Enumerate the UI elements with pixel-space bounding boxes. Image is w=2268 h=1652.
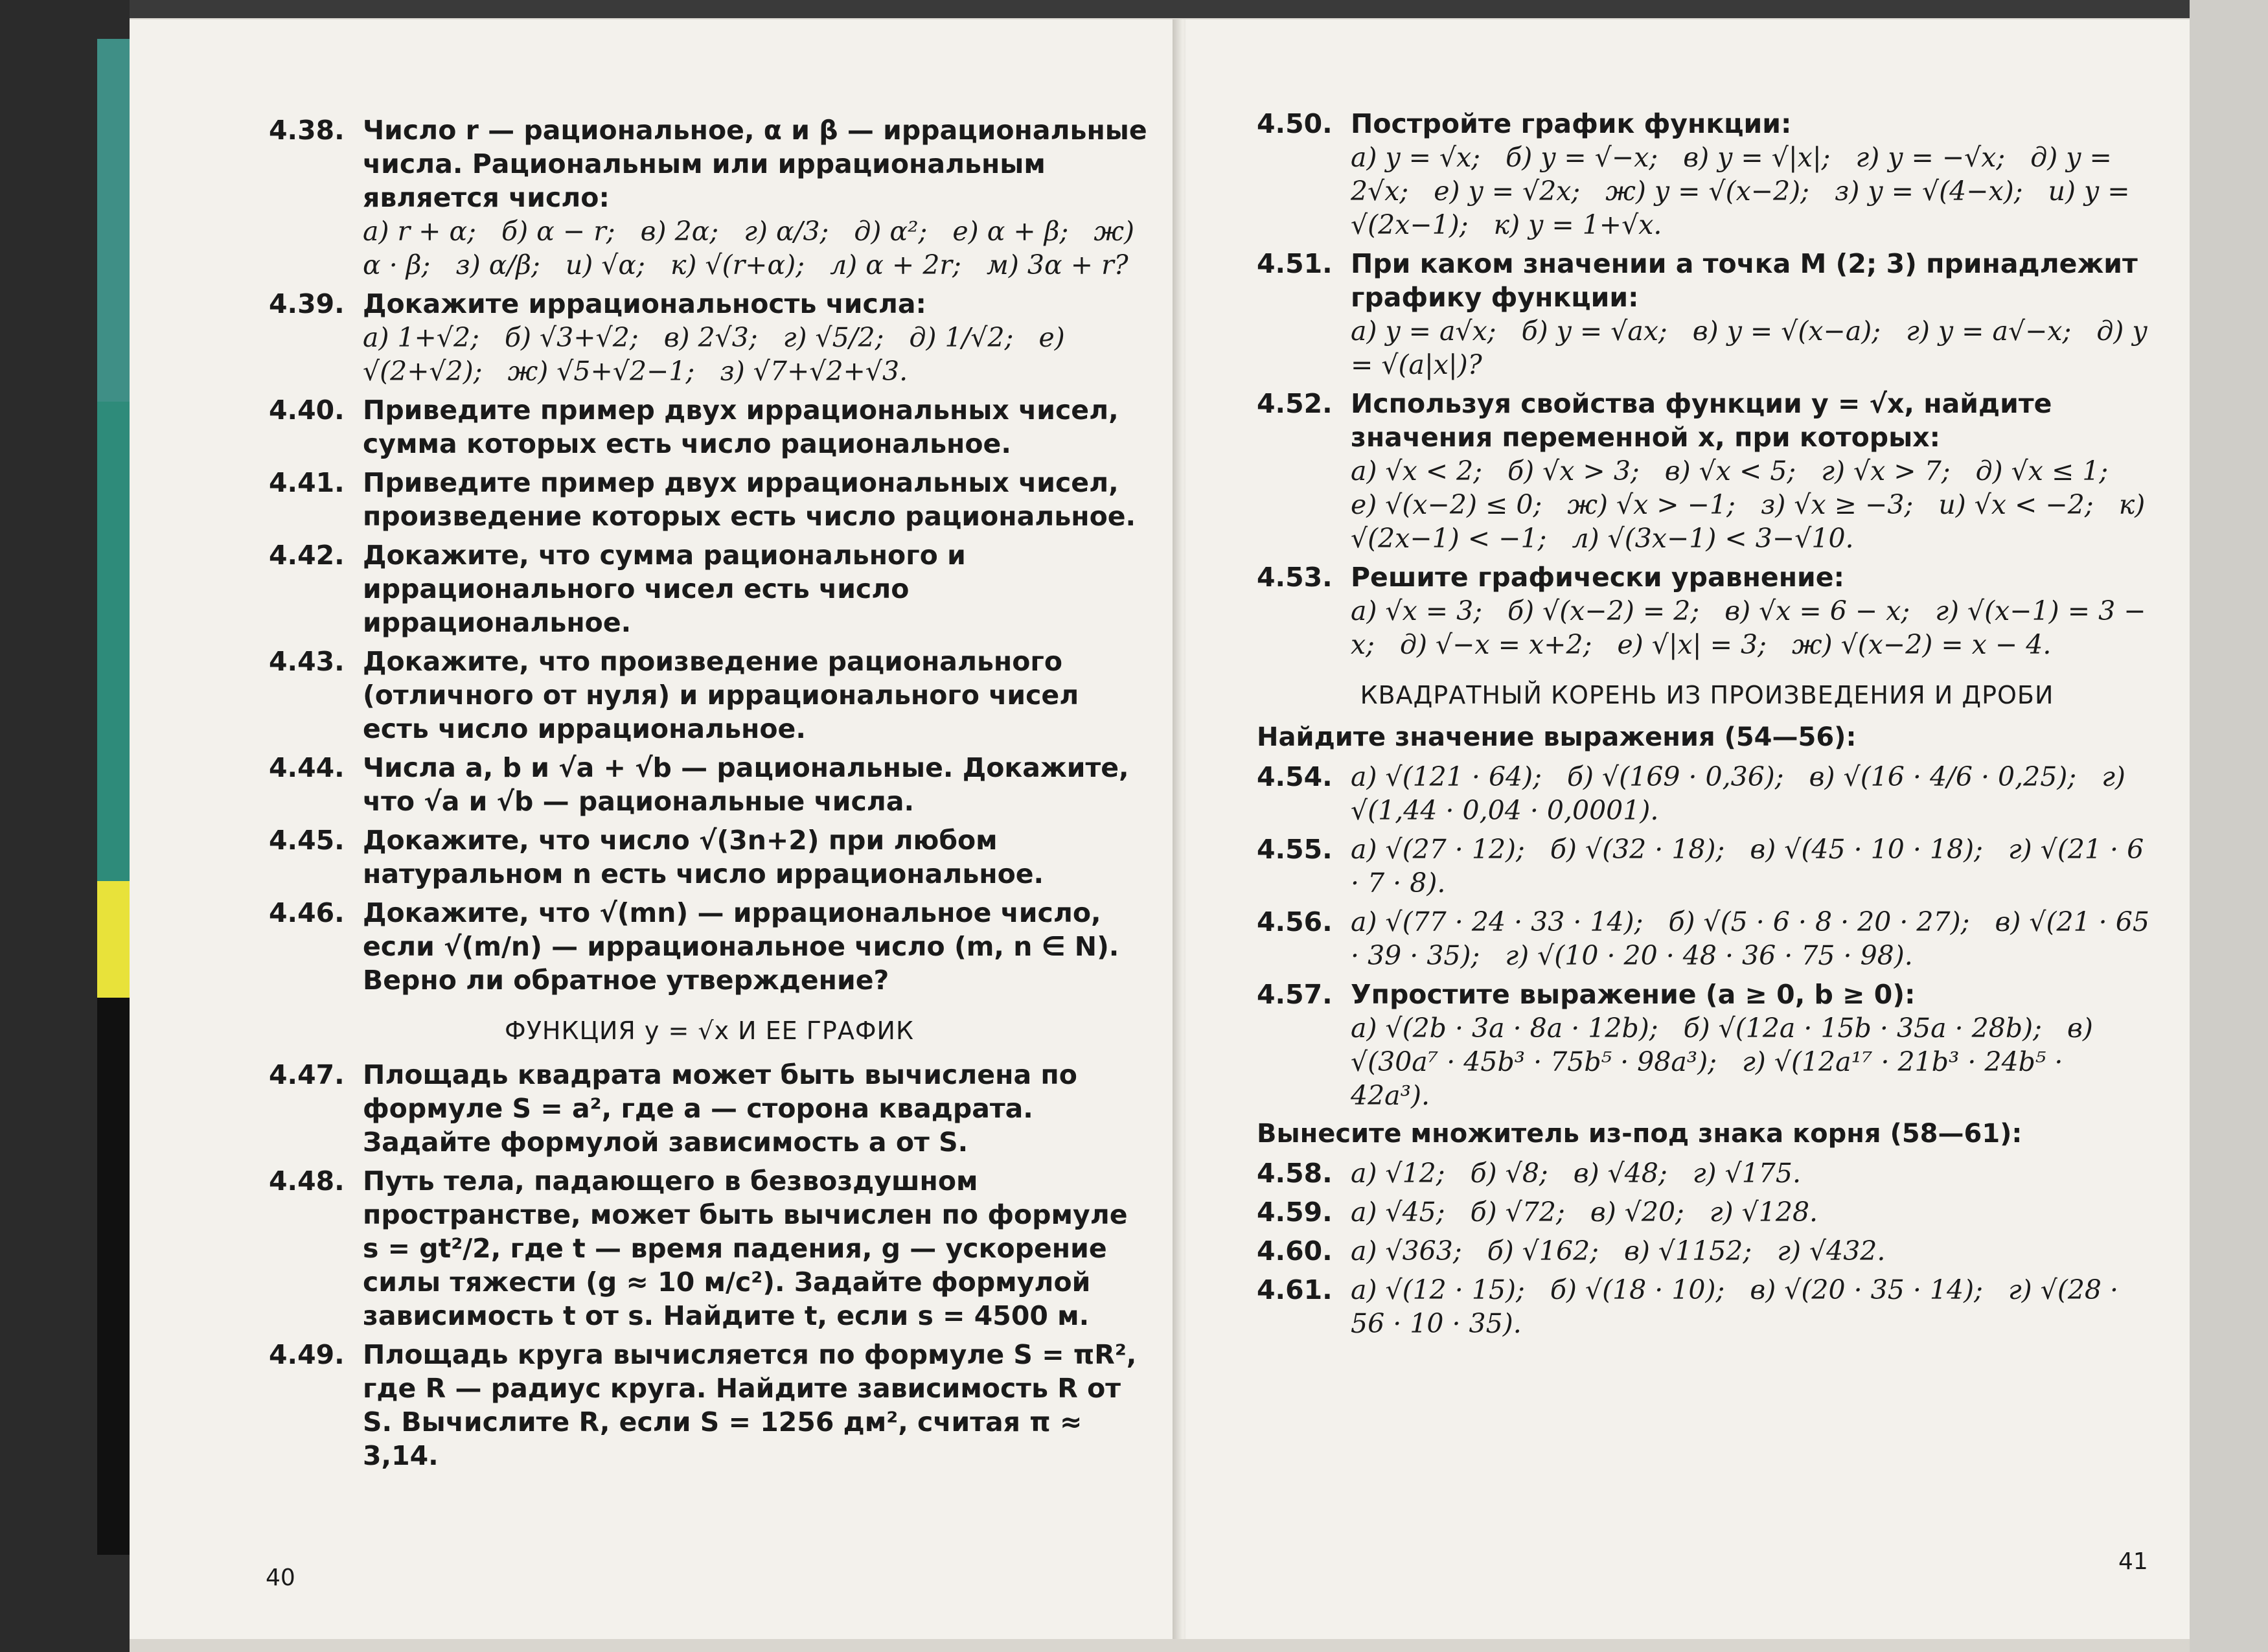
exercise-part: е) √(2+√2); — [363, 322, 1065, 387]
exercise-part: а) √45; — [1351, 1197, 1445, 1228]
exercise-part: д) √−x = x+2; — [1399, 629, 1592, 660]
exercise-number: 4.41. — [269, 467, 345, 498]
exercise-item — [1257, 387, 2157, 555]
exercise-stem: Постройте график функции: — [1351, 108, 1792, 139]
left-items-top — [269, 113, 1150, 997]
right-page — [1186, 19, 2190, 1639]
exercise-part: ж) α · β; — [363, 216, 1134, 281]
exercise-part: б) √(5 · 6 · 8 · 20 · 27); — [1668, 906, 1970, 937]
exercise-number: 4.40. — [269, 395, 345, 426]
exercise-parts — [1351, 1195, 2157, 1229]
exercise-part: к) √(r+α); — [670, 249, 805, 281]
instruction-find-value: Найдите значение выражения (54—56): — [1257, 722, 1857, 752]
right-items-mid — [1257, 760, 2157, 1112]
exercise-part: в) √x = 6 − x; — [1724, 595, 1910, 626]
exercise-stem: Числа a, b и √a + √b — рациональные. Докажите, что √a и √b — рациональные числа. — [363, 752, 1129, 817]
exercise-part: б) √8; — [1470, 1158, 1548, 1189]
exercise-number: 4.38. — [269, 115, 345, 146]
exercise-part: а) √363; — [1351, 1235, 1462, 1267]
exercise-item — [269, 1058, 1150, 1159]
exercise-part: в) √(30a⁷ · 45b³ · 75b⁵ · 98a³); — [1351, 1013, 2093, 1077]
exercise-item — [1257, 978, 2157, 1112]
exercise-item — [269, 466, 1150, 533]
exercise-item — [1257, 1273, 2157, 1340]
exercise-stem: Площадь квадрата может быть вычислена по формуле S = a², где a — сторона квадрата. Задайте формулой зависимость a от S. — [363, 1059, 1077, 1158]
exercise-item — [1257, 1156, 2157, 1190]
exercise-part: в) y = √|x|; — [1683, 142, 1831, 173]
exercise-number: 4.61. — [1257, 1274, 1333, 1305]
exercise-number: 4.54. — [1257, 761, 1333, 792]
page-number-right: 41 — [2118, 1548, 2148, 1575]
exercise-part: г) √(1,44 · 0,04 · 0,0001). — [1351, 761, 2125, 826]
exercise-parts — [1351, 141, 2157, 242]
exercise-stem: Путь тела, падающего в безвоздушном пространстве, может быть вычислен по формуле s = gt²/2, где t — время падения, g — ускорение силы тяжести (g ≈ 10 м/с²). Задайте формулой зависимость t от s. Найдите t, если s = 4500 м. — [363, 1165, 1128, 1331]
exercise-item — [269, 645, 1150, 746]
exercise-part: б) √3+√2; — [504, 322, 639, 353]
exercise-item — [269, 538, 1150, 639]
exercise-body — [1351, 1273, 2157, 1340]
exercise-part: а) y = √x; — [1351, 142, 1481, 173]
exercise-body — [363, 645, 1150, 746]
left-page-content — [269, 113, 1150, 1478]
exercise-body — [1351, 107, 2157, 242]
exercise-parts — [363, 321, 1150, 388]
book-cover-top-edge — [0, 0, 2268, 18]
exercise-part: г) α/3; — [744, 216, 829, 247]
exercise-part: и) √α; — [565, 249, 645, 281]
exercise-body — [1351, 247, 2157, 382]
exercise-stem: Площадь круга вычисляется по формуле S = πR², где R — радиус круга. Найдите зависимость R от S. Вычислите R, если S = 1256 дм², считая π ≈ 3,14. — [363, 1339, 1137, 1471]
exercise-part: м) 3α + r? — [986, 249, 1128, 281]
exercise-body — [363, 393, 1150, 461]
exercise-part: д) y = 2√x; — [1351, 142, 2112, 207]
exercise-body — [1351, 1156, 2157, 1190]
exercise-item — [1257, 1234, 2157, 1268]
exercise-part: в) √(20 · 35 · 14); — [1750, 1274, 1983, 1305]
exercise-body — [363, 823, 1150, 891]
exercise-number: 4.60. — [1257, 1235, 1333, 1267]
exercise-part: б) √x > 3; — [1507, 455, 1640, 487]
exercise-body — [363, 538, 1150, 639]
exercise-stem: Докажите, что число √(3n+2) при любом натуральном n есть число иррациональное. — [363, 825, 1044, 889]
exercise-part: б) α − r; — [501, 216, 615, 247]
exercise-body — [363, 113, 1150, 282]
exercise-part: б) √(169 · 0,36); — [1566, 761, 1784, 792]
exercise-part: к) √(2x−1) < −1; — [1351, 489, 2146, 554]
exercise-part: в) y = √(x−a); — [1692, 315, 1881, 347]
exercise-part: б) √162; — [1487, 1235, 1599, 1267]
exercise-part: з) y = √(4−x); — [1835, 176, 2023, 207]
left-items-bottom — [269, 1058, 1150, 1473]
exercise-number: 4.48. — [269, 1165, 345, 1197]
exercise-part: в) √48; — [1573, 1158, 1667, 1189]
exercise-part: е) √(x−2) ≤ 0; — [1351, 489, 1542, 520]
exercise-item — [1257, 247, 2157, 382]
exercise-stem: Число r — рациональное, α и β — иррациональные числа. Рациональным или иррациональным является число: — [363, 115, 1147, 213]
background-right — [2190, 0, 2268, 1652]
exercise-part: в) √1152; — [1624, 1235, 1752, 1267]
exercise-part: к) y = 1+√x. — [1493, 209, 1662, 240]
exercise-part: д) y = √(a|x|)? — [1351, 315, 2148, 380]
exercise-part: г) √5/2; — [783, 322, 884, 353]
exercise-number: 4.47. — [269, 1059, 345, 1090]
exercise-part: а) √(12 · 15); — [1351, 1274, 1525, 1305]
left-page — [130, 19, 1179, 1639]
exercise-parts — [1351, 314, 2157, 382]
exercise-part: д) α²; — [854, 216, 928, 247]
exercise-body — [1351, 387, 2157, 555]
exercise-part: б) √(x−2) = 2; — [1507, 595, 1700, 626]
exercise-part: г) √128. — [1709, 1197, 1818, 1228]
exercise-part: з) √x ≥ −3; — [1760, 489, 1914, 520]
exercise-part: а) √(77 · 24 · 33 · 14); — [1351, 906, 1644, 937]
exercise-part: в) √(21 · 65 · 39 · 35); — [1351, 906, 2149, 971]
exercise-number: 4.44. — [269, 752, 345, 783]
exercise-part: ж) √(x−2) = x − 4. — [1792, 629, 2052, 660]
exercise-part: а) √x < 2; — [1351, 455, 1483, 487]
exercise-item — [1257, 760, 2157, 827]
right-items-bottom — [1257, 1156, 2157, 1340]
exercise-stem: Решите графически уравнение: — [1351, 562, 1844, 593]
exercise-part: в) 2α; — [640, 216, 719, 247]
exercise-body — [363, 1338, 1150, 1473]
exercise-part: а) √(27 · 12); — [1351, 834, 1525, 865]
exercise-part: г) y = −√x; — [1855, 142, 2006, 173]
exercise-item — [269, 896, 1150, 997]
exercise-part: б) √72; — [1470, 1197, 1565, 1228]
section-heading-sqrt-function: ФУНКЦИЯ y = √x И ЕЕ ГРАФИК — [505, 1016, 914, 1045]
exercise-part: б) √(32 · 18); — [1550, 834, 1725, 865]
exercise-part: в) √(45 · 10 · 18); — [1750, 834, 1983, 865]
exercise-item — [269, 1164, 1150, 1333]
exercise-part: ж) √x > −1; — [1567, 489, 1735, 520]
exercise-number: 4.58. — [1257, 1158, 1333, 1189]
section-heading-root-of-product: КВАДРАТНЫЙ КОРЕНЬ ИЗ ПРОИЗВЕДЕНИЯ И ДРОБИ — [1360, 681, 2054, 709]
exercise-part: в) √20; — [1590, 1197, 1684, 1228]
exercise-parts — [363, 214, 1150, 282]
exercise-part: а) √12; — [1351, 1158, 1445, 1189]
right-items-top — [1257, 107, 2157, 661]
exercise-stem: Докажите, что произведение рационального (отличного от нуля) и иррационального чисел есть число иррациональное. — [363, 646, 1079, 744]
exercise-part: ж) y = √(x−2); — [1605, 176, 1809, 207]
exercise-body — [1351, 978, 2157, 1112]
exercise-stem: Приведите пример двух иррациональных чисел, произведение которых есть число рациональное. — [363, 467, 1136, 532]
exercise-part: б) √(18 · 10); — [1550, 1274, 1725, 1305]
exercise-part: и) y = √(2x−1); — [1351, 176, 2130, 240]
exercise-part: г) √(21 · 6 · 7 · 8). — [1351, 834, 2144, 899]
exercise-body — [1351, 832, 2157, 900]
exercise-part: и) √x < −2; — [1938, 489, 2094, 520]
exercise-stem: При каком значении a точка M (2; 3) принадлежит графику функции: — [1351, 248, 2138, 313]
exercise-body — [1351, 760, 2157, 827]
right-page-content — [1257, 107, 2157, 1346]
exercise-part: з) √7+√2+√3. — [720, 356, 908, 387]
instruction-factor-out: Вынесите множитель из-под знака корня (58—61): — [1257, 1119, 2022, 1149]
exercise-part: е) √|x| = 3; — [1617, 629, 1767, 660]
exercise-number: 4.53. — [1257, 562, 1333, 593]
exercise-item — [1257, 107, 2157, 242]
exercise-part: а) 1+√2; — [363, 322, 479, 353]
exercise-part: л) √(3x−1) < 3−√10. — [1572, 523, 1854, 554]
exercise-parts — [1351, 905, 2157, 972]
exercise-body — [363, 287, 1150, 388]
exercise-item — [269, 287, 1150, 388]
exercise-stem: Докажите, что сумма рационального и иррационального чисел есть число иррациональное. — [363, 540, 966, 638]
exercise-part: г) √(12a¹⁷ · 21b³ · 24b⁵ · 42a³). — [1351, 1046, 2063, 1111]
exercise-part: б) y = √ax; — [1521, 315, 1667, 347]
exercise-part: а) √x = 3; — [1351, 595, 1483, 626]
exercise-number: 4.39. — [269, 288, 345, 319]
exercise-body — [363, 751, 1150, 818]
exercise-item — [269, 393, 1150, 461]
exercise-stem: Упростите выражение (a ≥ 0, b ≥ 0): — [1351, 979, 1916, 1010]
exercise-part: е) α + β; — [952, 216, 1069, 247]
exercise-part: а) y = a√x; — [1351, 315, 1496, 347]
exercise-part: а) r + α; — [363, 216, 476, 247]
page-number-left: 40 — [266, 1565, 295, 1591]
exercise-parts — [1351, 1011, 2157, 1112]
exercise-stem: Используя свойства функции y = √x, найдите значения переменной x, при которых: — [1351, 388, 2052, 453]
exercise-item — [1257, 832, 2157, 900]
exercise-body — [363, 1164, 1150, 1333]
exercise-part: в) 2√3; — [663, 322, 758, 353]
exercise-part: г) √(x−1) = 3 − x; — [1351, 595, 2146, 660]
exercise-parts — [1351, 1273, 2157, 1340]
exercise-body — [363, 1058, 1150, 1159]
exercise-body — [1351, 905, 2157, 972]
exercise-number: 4.59. — [1257, 1197, 1333, 1228]
exercise-part: г) √432. — [1777, 1235, 1886, 1267]
exercise-number: 4.57. — [1257, 979, 1333, 1010]
exercise-item — [269, 1338, 1150, 1473]
exercise-stem: Приведите пример двух иррациональных чисел, сумма которых есть число рациональное. — [363, 395, 1119, 459]
exercise-number: 4.55. — [1257, 834, 1333, 865]
exercise-parts — [1351, 760, 2157, 827]
exercise-body — [363, 466, 1150, 533]
exercise-part: г) √(28 · 56 · 10 · 35). — [1351, 1274, 2119, 1339]
exercise-number: 4.43. — [269, 646, 345, 677]
exercise-parts — [1351, 832, 2157, 900]
exercise-number: 4.56. — [1257, 906, 1333, 937]
exercise-number: 4.51. — [1257, 248, 1333, 279]
exercise-number: 4.46. — [269, 897, 345, 928]
exercise-part: д) 1/√2; — [909, 322, 1014, 353]
exercise-parts — [1351, 1156, 2157, 1190]
exercise-part: г) √x > 7; — [1821, 455, 1951, 487]
exercise-part: в) √x < 5; — [1664, 455, 1796, 487]
exercise-item — [269, 751, 1150, 818]
exercise-part: г) y = a√−x; — [1906, 315, 2072, 347]
exercise-parts — [1351, 454, 2157, 555]
exercise-body — [1351, 1234, 2157, 1268]
exercise-body — [1351, 560, 2157, 661]
exercise-item — [269, 823, 1150, 891]
exercise-part: ж) √5+√2−1; — [507, 356, 695, 387]
exercise-part: в) √(16 · 4/6 · 0,25); — [1809, 761, 2077, 792]
exercise-number: 4.42. — [269, 540, 345, 571]
exercise-number: 4.45. — [269, 825, 345, 856]
exercise-stem: Докажите иррациональность числа: — [363, 288, 926, 319]
exercise-part: е) y = √2x; — [1434, 176, 1581, 207]
exercise-body — [363, 896, 1150, 997]
exercise-part: а) √(121 · 64); — [1351, 761, 1542, 792]
exercise-parts — [1351, 594, 2157, 661]
exercise-stem: Докажите, что √(mn) — иррациональное число, если √(m/n) — иррациональное число (m, n ∈ N). Верно ли обратное утверждение? — [363, 897, 1119, 996]
exercise-number: 4.52. — [1257, 388, 1333, 419]
exercise-item — [1257, 905, 2157, 972]
exercise-part: г) √175. — [1692, 1158, 1801, 1189]
exercise-number: 4.50. — [1257, 108, 1333, 139]
exercise-part: г) √(10 · 20 · 48 · 36 · 75 · 98). — [1505, 940, 1913, 971]
exercise-part: з) α/β; — [455, 249, 540, 281]
exercise-item — [1257, 1195, 2157, 1229]
exercise-item — [269, 113, 1150, 282]
exercise-body — [1351, 1195, 2157, 1229]
exercise-part: б) √(12a · 15b · 35a · 28b); — [1683, 1013, 2042, 1044]
exercise-part: л) α + 2r; — [830, 249, 961, 281]
exercise-part: б) y = √−x; — [1506, 142, 1658, 173]
exercise-item — [1257, 560, 2157, 661]
exercise-number: 4.49. — [269, 1339, 345, 1370]
exercise-part: а) √(2b · 3a · 8a · 12b); — [1351, 1013, 1658, 1044]
exercise-part: д) √x ≤ 1; — [1975, 455, 2109, 487]
exercise-parts — [1351, 1234, 2157, 1268]
